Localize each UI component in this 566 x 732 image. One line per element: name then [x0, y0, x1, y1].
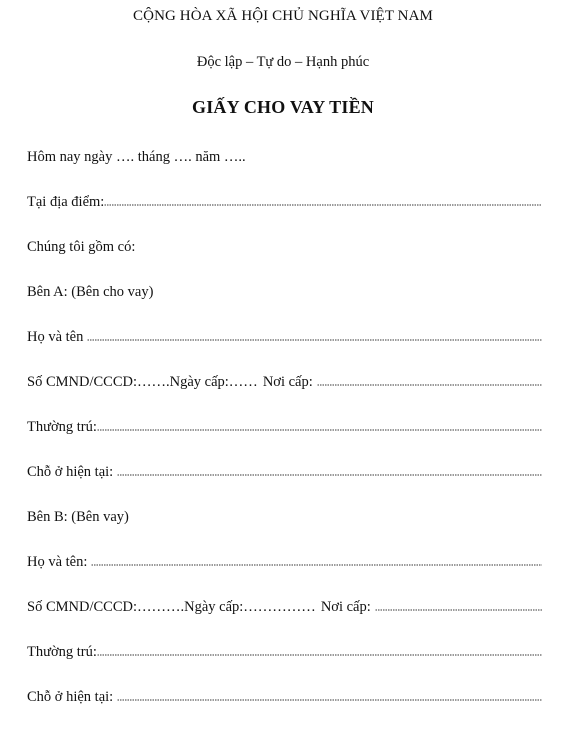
party-b-id-line [27, 596, 542, 616]
party-a-name-label: Họ và tên [27, 329, 84, 345]
party-a-heading [27, 281, 542, 301]
party-a-id-line [27, 371, 542, 391]
party-a-name-dots [87, 338, 542, 342]
party-b-name-dots [91, 563, 542, 567]
party-b-heading [27, 506, 542, 526]
party-a-name-line [27, 326, 542, 346]
party-b-current-address-line [27, 686, 542, 706]
party-a-current-address-label: Chỗ ở hiện tại: [27, 464, 114, 480]
party-b-residence-label: Thường trú: [27, 644, 97, 660]
party-a-current-address-line [27, 461, 542, 481]
party-a-issue-place-dots [317, 383, 542, 387]
party-b-heading-text: Bên B: (Bên vay) [27, 509, 129, 525]
document-title: GIẤY CHO VAY TIỀN [192, 97, 374, 117]
parties-label: Chúng tôi gồm có: [27, 239, 136, 255]
party-a-issue-place-label: Nơi cấp: [262, 374, 313, 390]
party-b-name-label: Họ và tên: [27, 554, 88, 570]
party-a-issue-date-label: Ngày cấp:…… [169, 374, 258, 390]
party-b-id-label: Số CMND/CCCD:………. [27, 599, 185, 615]
party-b-current-address-dots [117, 698, 542, 702]
place-line [27, 191, 542, 211]
party-a-residence-label: Thường trú: [27, 419, 97, 435]
place-fill-dots [104, 203, 542, 207]
party-b-residence-dots [97, 653, 542, 657]
party-a-current-address-dots [117, 473, 542, 477]
party-a-residence-dots [97, 428, 542, 432]
parties-line [27, 236, 542, 256]
national-motto: Độc lập – Tự do – Hạnh phúc [196, 54, 370, 70]
party-b-residence-line [27, 641, 542, 661]
date-line [27, 146, 542, 166]
party-b-name-line [27, 551, 542, 571]
party-a-residence-line [27, 416, 542, 436]
party-a-heading-text: Bên A: (Bên cho vay) [27, 284, 154, 300]
party-b-issue-date-label: Ngày cấp:…………… [184, 599, 316, 615]
party-a-id-label: Số CMND/CCCD:……. [27, 374, 170, 390]
national-title: CỘNG HÒA XÃ HỘI CHỦ NGHĨA VIỆT NAM [133, 8, 433, 24]
date-line-text: Hôm nay ngày …. tháng …. năm ….. [27, 149, 246, 165]
party-b-issue-place-label: Nơi cấp: [320, 599, 371, 615]
party-b-issue-place-dots [375, 608, 542, 612]
party-b-current-address-label: Chỗ ở hiện tại: [27, 689, 114, 705]
place-label: Tại địa điểm: [27, 194, 105, 210]
